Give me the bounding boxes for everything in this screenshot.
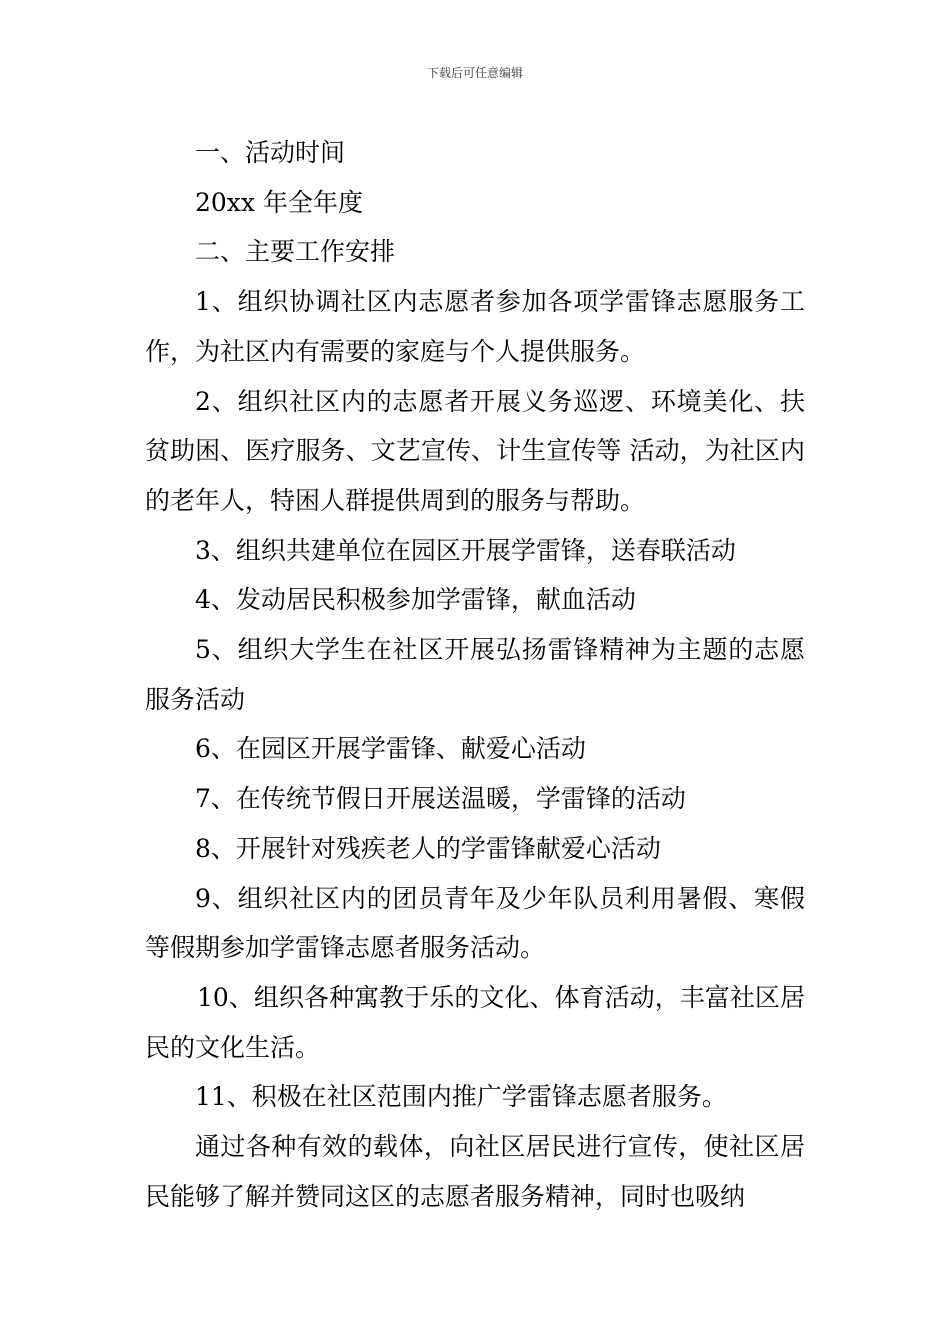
work-item-6: 6、在园区开展学雷锋、献爱心活动 xyxy=(195,734,586,764)
work-item-11: 11、积极在社区范围内推广学雷锋志愿者服务。 xyxy=(195,1082,727,1112)
work-item-5: 5、组织大学生在社区开展弘扬雷锋精神为主题的志愿服务活动 xyxy=(145,635,805,714)
closing-paragraph: 通过各种有效的载体，向社区居民进行宣传，使社区居民能够了解并赞同这区的志愿者服务精神，同时也吸纳 xyxy=(145,1132,805,1211)
section-heading-activity-time: 一、活动时间 xyxy=(195,138,346,167)
work-item-9: 9、组织社区内的团员青年及少年队员利用暑假、寒假等假期参加学雷锋志愿者服务活动。 xyxy=(145,883,805,963)
work-item-10: 10、组织各种寓教于乐的文化、体育活动，丰富社区居民的文化生活。 xyxy=(145,982,805,1062)
work-item-7: 7、在传统节假日开展送温暖，学雷锋的活动 xyxy=(195,784,686,814)
work-item-1: 1、组织协调社区内志愿者参加各项学雷锋志愿服务工作，为社区内有需要的家庭与个人提供服务。 xyxy=(145,287,805,366)
work-item-3: 3、组织共建单位在园区开展学雷锋，送春联活动 xyxy=(195,535,736,565)
page-header-note: 下载后可任意编辑 xyxy=(426,66,523,80)
document-body xyxy=(145,128,805,1221)
work-item-8: 8、开展针对残疾老人的学雷锋献爱心活动 xyxy=(195,833,661,863)
work-item-4: 4、发动居民积极参加学雷锋，献血活动 xyxy=(195,585,636,615)
activity-time-value: 20xx 年全年度 xyxy=(195,187,363,217)
work-item-2: 2、组织社区内的志愿者开展义务巡逻、环境美化、扶贫助困、医疗服务、文艺宣传、计生宣传等 活动，为社区内的老年人，特困人群提供周到的服务与帮助。 xyxy=(145,386,805,515)
section-heading-work-arrangement: 二、主要工作安排 xyxy=(195,237,396,267)
